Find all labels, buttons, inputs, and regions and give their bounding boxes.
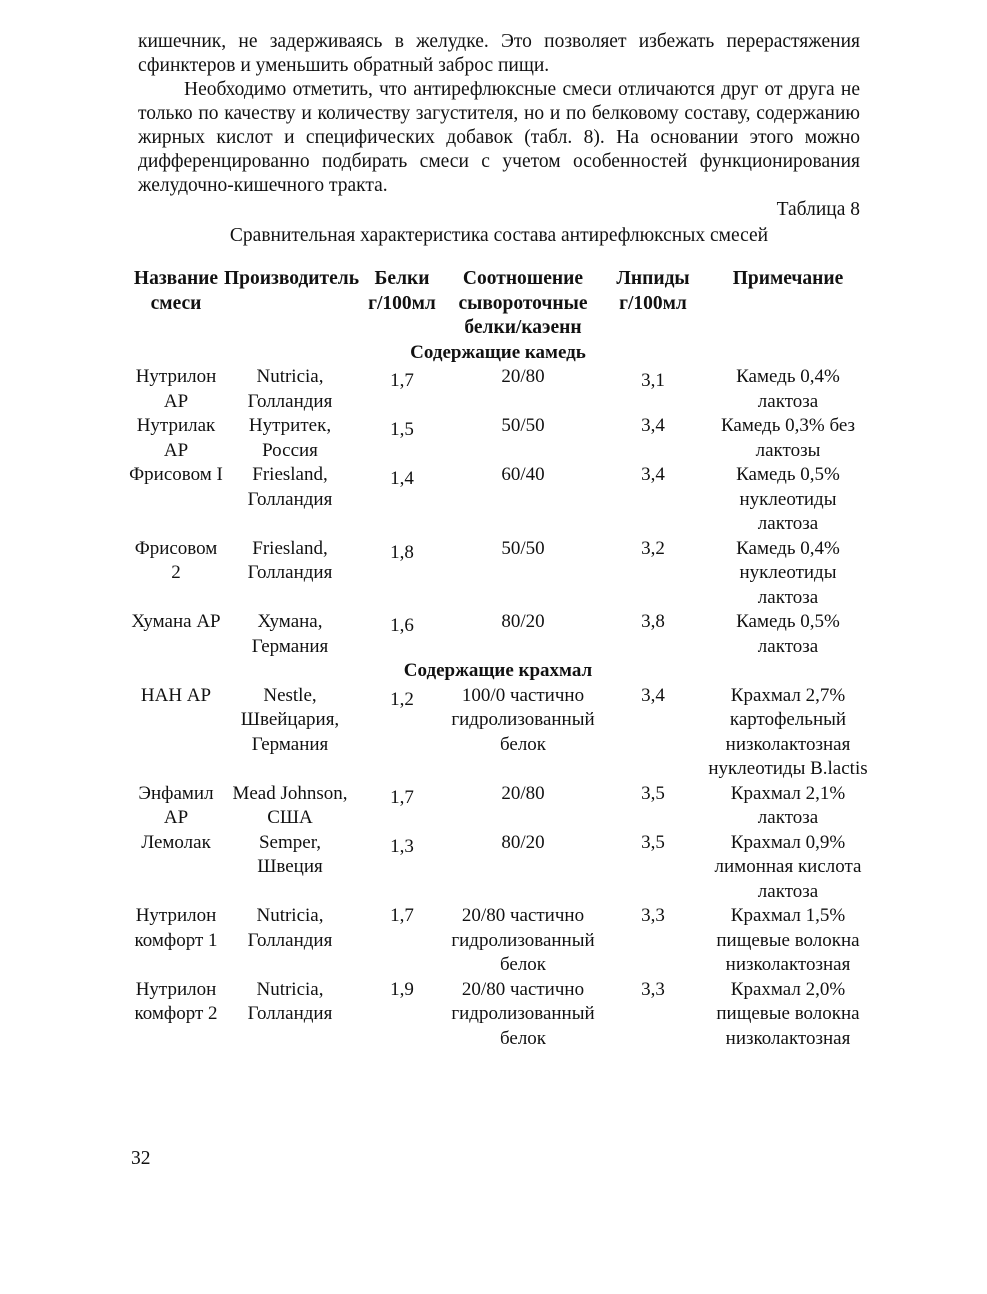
table-row	[128, 978, 868, 1052]
table-row	[128, 610, 868, 659]
cell-note: Крахмал 2,0% пищевые волокна низколактозная	[716, 978, 860, 1049]
cell-lipids: 3,3	[641, 978, 665, 1000]
table-caption: Таблица 8	[776, 199, 860, 220]
cell-name: Нутрилон комфорт 1	[134, 905, 218, 951]
cell-maker: Friesland, Голландия	[247, 464, 333, 510]
cell-note: Камедь 0,3% без лактозы	[720, 415, 856, 461]
cell-maker: Nutricia, Голландия	[247, 978, 333, 1024]
page-number: 32	[131, 1148, 151, 1169]
cell-note: Камедь 0,5% лактоза	[736, 611, 840, 657]
cell-protein: 1,2	[390, 688, 414, 710]
cell-note: Камедь 0,4% лактоза	[736, 366, 840, 412]
cell-ratio: 80/20	[501, 611, 545, 632]
cell-protein: 1,4	[390, 468, 414, 489]
cell-note: Камедь 0,5% нуклеотиды лактоза	[736, 464, 840, 534]
cell-maker: Nestle, Швейцария, Германия	[240, 684, 340, 755]
section-label: Содержащие крахмал	[403, 660, 593, 681]
paragraph-1: кишечник, не задерживаясь в желудке. Это позволяет избежать перерастяжения сфинктеров и уменьшить обратный заброс пищи.	[138, 31, 860, 76]
cell-lipids: 3,2	[641, 537, 665, 559]
cell-name: Фрисовом 2	[134, 537, 218, 583]
table-row	[128, 414, 868, 463]
cell-note: Крахмал 2,7% картофельный низколактозная нуклеотиды B.lactis	[708, 684, 868, 779]
cell-maker: Nutricia, Голландия	[247, 905, 333, 951]
cell-ratio: 60/40	[501, 464, 545, 485]
cell-note: Крахмал 2,1% лактоза	[730, 782, 846, 828]
paragraph-2: Необходимо отметить, что антирефлюксные смеси отличаются друг от друга не только по качеству и количеству загустителя, но и по белковому составу, содержанию жирных кислот и специфических добавок (табл. 8). На основании этого можно дифференцированно подбирать смеси с учетом особенностей функционирования желудочно-кишечного тракта.	[138, 79, 860, 196]
header-maker: Производитель	[224, 268, 360, 289]
table-row	[128, 537, 868, 611]
cell-lipids: 3,1	[641, 370, 665, 391]
cell-ratio: 50/50	[501, 537, 545, 559]
cell-maker: Nutricia, Голландия	[247, 366, 333, 412]
cell-note: Крахмал 1,5% пищевые волокна низколактозная	[716, 905, 860, 975]
table-row	[128, 365, 868, 414]
cell-ratio: 20/80 частично гидролизованный белок	[451, 905, 595, 975]
table-row	[128, 782, 868, 831]
mixtures-table	[128, 267, 868, 1051]
cell-maker: Хумана, Германия	[251, 611, 329, 657]
header-ratio: Соотношение сывороточные белки/каэенн	[458, 268, 588, 338]
table-row	[128, 684, 868, 782]
section-row-starch	[128, 659, 868, 684]
cell-name: Нутрилак АР	[136, 415, 216, 461]
cell-ratio: 20/80	[501, 782, 545, 804]
header-name: Название смеси	[133, 268, 219, 314]
cell-maker: Нутритек, Россия	[248, 415, 332, 461]
cell-ratio: 80/20	[501, 831, 545, 853]
cell-lipids: 3,5	[641, 782, 665, 804]
cell-lipids: 3,4	[641, 464, 665, 485]
cell-name: Нутрилон АР	[135, 366, 217, 412]
table-title: Сравнительная характеристика состава антирефлюксных смесей	[229, 225, 769, 246]
table-row	[128, 831, 868, 905]
cell-name: Хумана АР	[131, 611, 221, 632]
section-label: Содержащие камедь	[410, 341, 586, 363]
table-row	[128, 463, 868, 537]
cell-name: Энфамил АР	[138, 782, 214, 828]
cell-protein: 1,9	[390, 978, 414, 1000]
cell-name: НАН АР	[140, 684, 212, 706]
cell-note: Камедь 0,4% нуклеотиды лактоза	[736, 537, 840, 608]
cell-lipids: 3,4	[641, 415, 665, 436]
cell-ratio: 100/0 частично гидролизованный белок	[451, 684, 595, 755]
cell-lipids: 3,8	[641, 611, 665, 632]
cell-protein: 1,3	[390, 835, 414, 857]
cell-maker: Friesland, Голландия	[247, 537, 333, 583]
section-row-gum	[128, 341, 868, 366]
cell-name: Фрисовом I	[129, 464, 223, 485]
table-header-row	[128, 267, 868, 341]
header-protein: Белки г/100мл	[368, 268, 436, 314]
table-row	[128, 904, 868, 978]
cell-ratio: 20/80 частично гидролизованный белок	[451, 978, 595, 1049]
cell-ratio: 20/80	[501, 366, 545, 387]
cell-maker: Semper, Швеция	[257, 831, 323, 877]
cell-protein: 1,7	[390, 786, 414, 808]
cell-name: Лемолак	[141, 831, 211, 853]
cell-lipids: 3,4	[641, 684, 665, 706]
header-note: Примечание	[732, 268, 844, 289]
cell-name: Нутрилон комфорт 2	[134, 978, 218, 1024]
cell-maker: Mead Johnson, США	[232, 782, 348, 828]
cell-protein: 1,8	[390, 541, 414, 563]
cell-protein: 1,6	[390, 615, 414, 636]
cell-lipids: 3,3	[641, 905, 665, 926]
cell-protein: 1,7	[390, 370, 414, 391]
cell-protein: 1,5	[390, 419, 414, 440]
cell-lipids: 3,5	[641, 831, 665, 853]
cell-protein: 1,7	[390, 905, 414, 926]
cell-ratio: 50/50	[501, 415, 545, 436]
document-page	[129, 30, 868, 1051]
cell-note: Крахмал 0,9% лимонная кислота лактоза	[714, 831, 862, 902]
header-lipids: Лнпиды г/100мл	[616, 268, 690, 314]
